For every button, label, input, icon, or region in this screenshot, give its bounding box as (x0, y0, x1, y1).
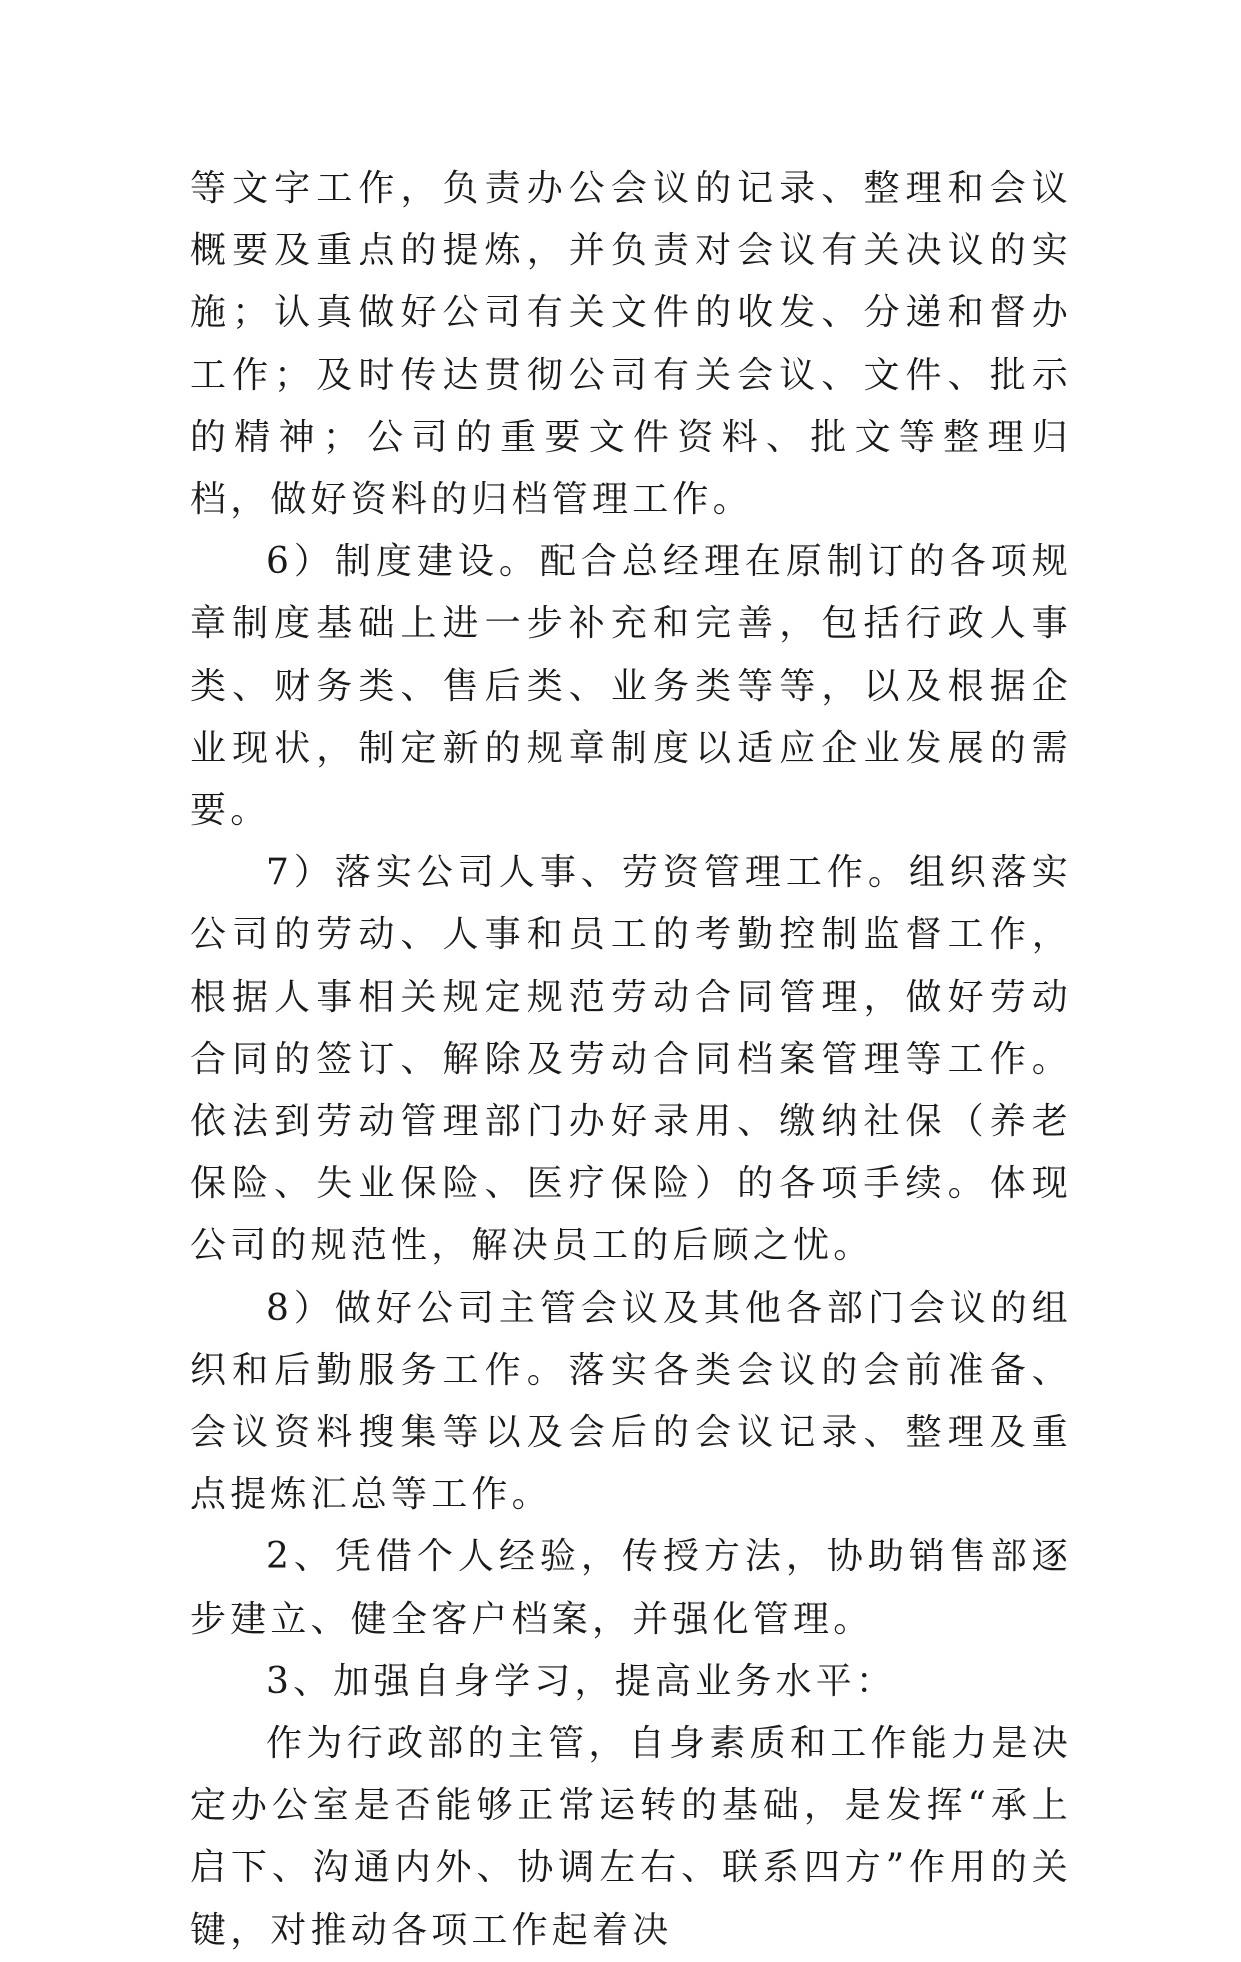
paragraph-section-2: 2、凭借个人经验，传授方法，协助销售部逐步建立、健全客户档案，并强化管理。 (190, 1536, 1072, 1640)
paragraph-section-3: 3、加强自身学习，提高业务水平： (266, 1660, 897, 1702)
paragraph-item-8: 8）做好公司主管会议及其他各部门会议的组织和后勤服务工作。落实各类会议的会前准备、会议资料搜集等以及会后的会议记录、整理及重点提炼汇总等工作。 (190, 1287, 1072, 1516)
paragraph-continuation: 等文字工作，负责办公会议的记录、整理和会议概要及重点的提炼，并负责对会议有关决议的实施；认真做好公司有关文件的收发、分递和督办工作；及时传达贯彻公司有关会议、文件、批示的精神；公司的重要文件资料、批文等整理归档，做好资料的归档管理工作。 (190, 168, 1072, 521)
paragraph-self-study: 作为行政部的主管，自身素质和工作能力是决定办公室是否能够正常运转的基础，是发挥“承上启下、沟通内外、协调左右、联系四方”作用的关键，对推动各项工作起着决 (190, 1723, 1072, 1951)
document-body (190, 158, 1072, 1962)
paragraph-item-6: 6）制度建设。配合总经理在原制订的各项规章制度基础上进一步补充和完善，包括行政人事类、财务类、售后类、业务类等等，以及根据企业现状，制定新的规章制度以适应企业发展的需要。 (190, 541, 1072, 832)
paragraph-item-7: 7）落实公司人事、劳资管理工作。组织落实公司的劳动、人事和员工的考勤控制监督工作，根据人事相关规定规范劳动合同管理，做好劳动合同的签订、解除及劳动合同档案管理等工作。依法到劳动管理部门办好录用、缴纳社保（养老保险、失业保险、医疗保险）的各项手续。体现公司的规范性，解决员工的后顾之忧。 (190, 852, 1072, 1267)
